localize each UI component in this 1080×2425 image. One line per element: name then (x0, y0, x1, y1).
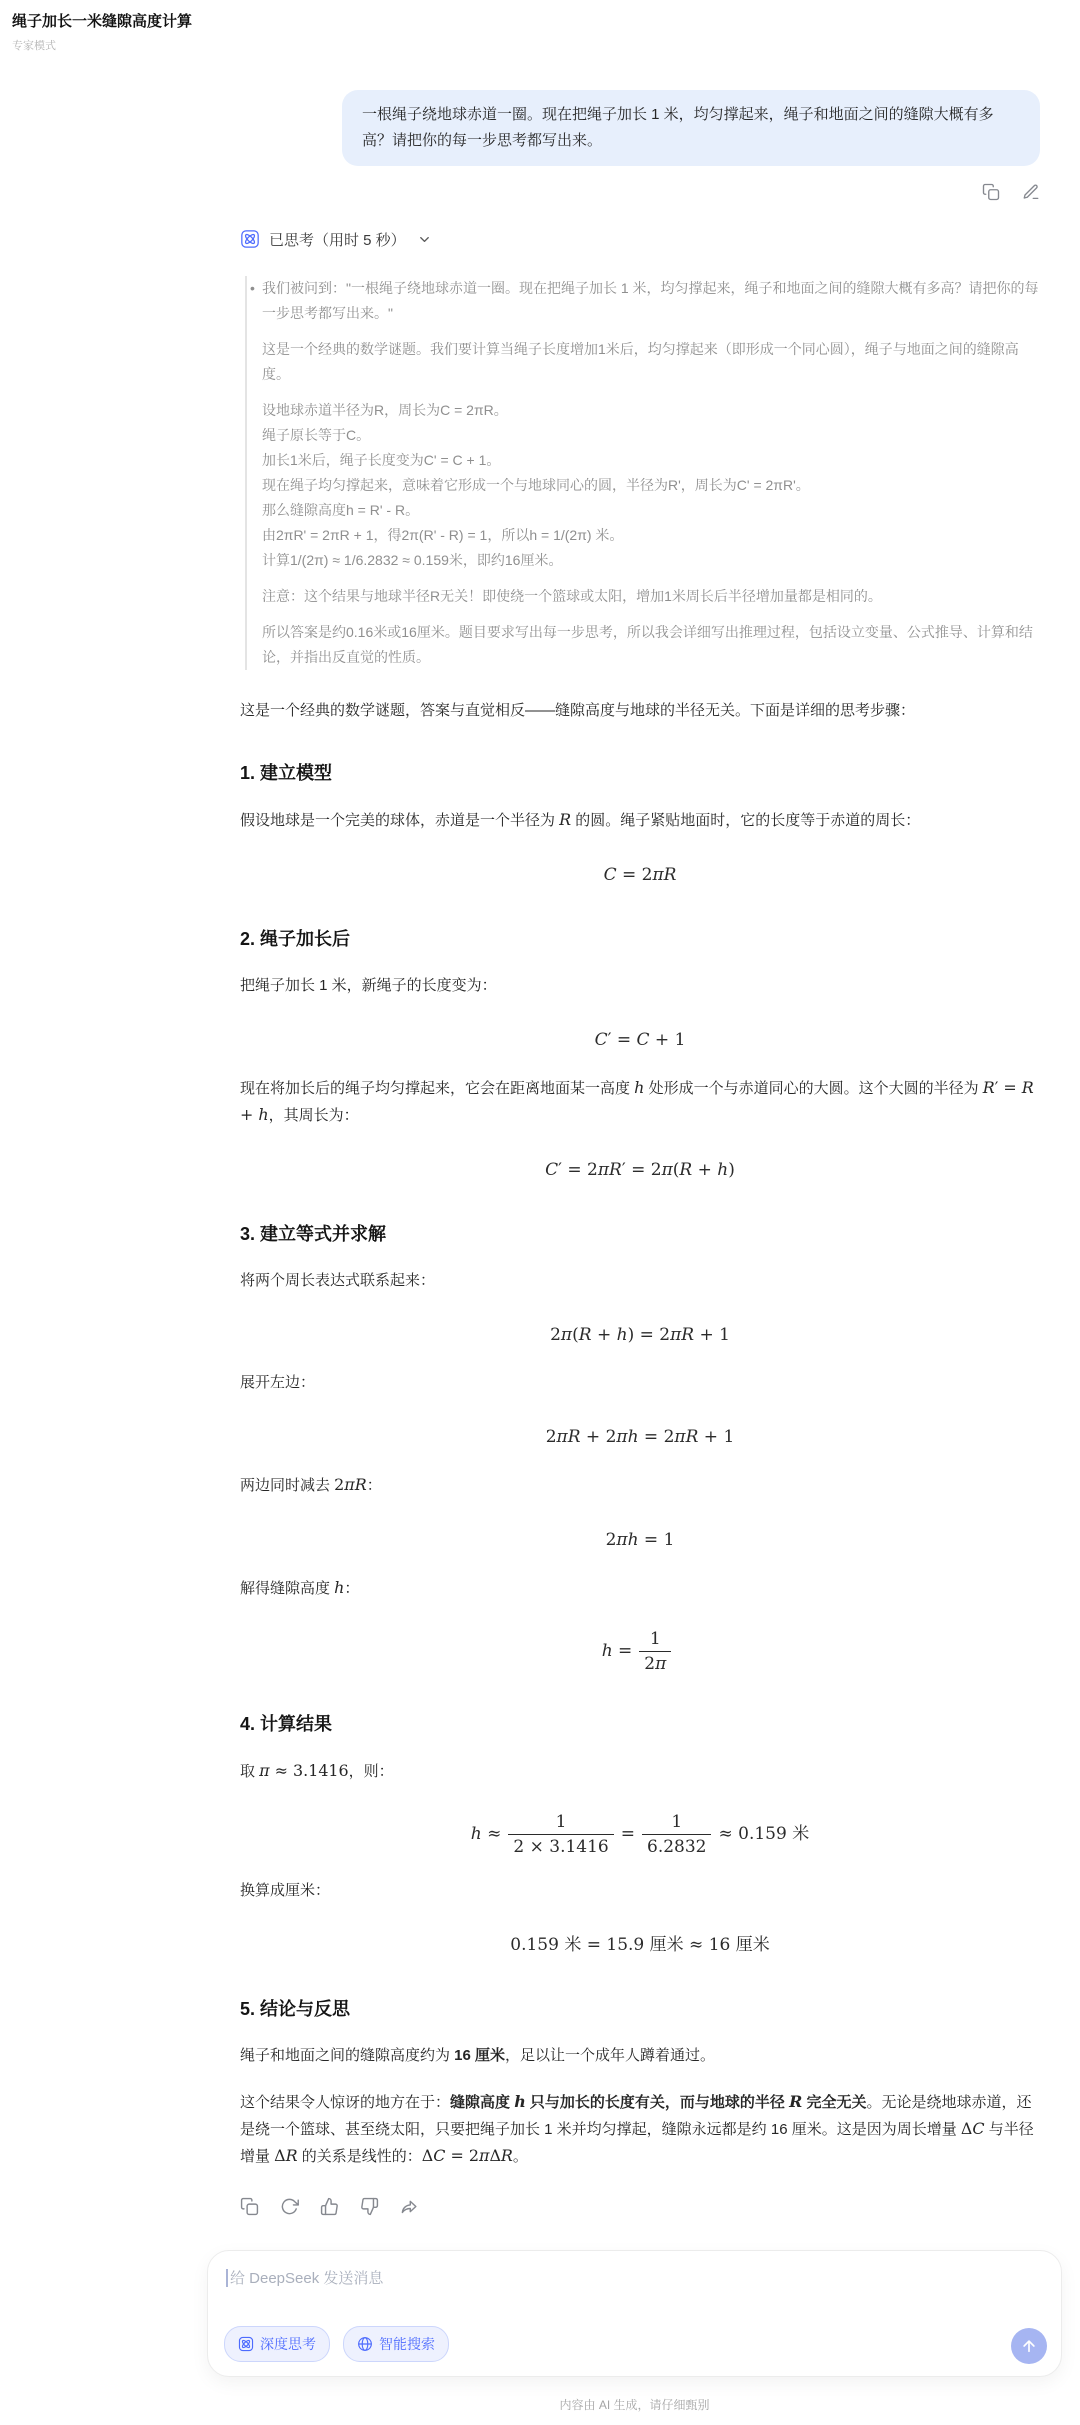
thumbs-up-icon (320, 2197, 339, 2216)
thought-step: 绳子原长等于C。 (262, 427, 371, 443)
share-icon (400, 2197, 419, 2216)
search-label: 智能搜索 (379, 2336, 435, 2352)
formula-new-circumference: C′ = 2πR′ = 2π(R + h) (545, 1160, 735, 1180)
thought-paragraph: 这是一个经典的数学谜题。我们要计算当绳子长度增加1米后，均匀撑起来（即形成一个同心圆），绳子与地面之间的缝隙高度。 (262, 341, 1019, 382)
ai-disclaimer: 内容由 AI 生成，请仔细甄别 (559, 2398, 710, 2412)
copy-answer-button[interactable] (240, 2196, 259, 2216)
deepthink-toggle[interactable] (224, 2326, 330, 2362)
answer-paragraph: 把绳子加长 1 米，新绳子的长度变为： (240, 977, 497, 994)
thought-step: 加长1米后，绳子长度变为C' = C + 1。 (262, 452, 501, 468)
formula-new-length: C′ = C + 1 (594, 1030, 686, 1050)
formula-numeric: h ≈ $\frac{1}{2 \times 3.1416}$ = $\frac{1}{6.2832}$ ≈ 0.159 米 (470, 1812, 810, 1857)
formula-circumference: C = 2πR (603, 865, 677, 885)
answer-paragraph: 现在将加长后的绳子均匀撑起来，它会在距离地面某一高度 h 处形成一个与赤道同心的大圆。这个大圆的半径为 R′ = R + h，其周长为： (240, 1078, 1034, 1124)
input-placeholder: 给 DeepSeek 发送消息 (230, 2270, 384, 2287)
search-toggle[interactable] (343, 2326, 449, 2362)
formula-simplified: 2πh = 1 (605, 1530, 675, 1550)
section-heading-3: 3. 建立等式并求解 (240, 1224, 387, 1244)
deepthink-icon (238, 2336, 254, 2352)
user-message-row (240, 90, 1040, 166)
copy-icon (240, 2197, 259, 2216)
copy-message-button[interactable] (982, 182, 1000, 202)
thought-step: 由2πR' = 2πR + 1，得2π(R' - R) = 1，所以h = 1/(2π) 米。 (262, 527, 624, 543)
answer-actions (240, 2196, 1040, 2216)
globe-icon (357, 2336, 373, 2352)
thumbs-up-button[interactable] (320, 2196, 339, 2216)
send-arrow-icon (1020, 2337, 1038, 2355)
chat-column (240, 0, 1040, 2216)
section-heading-4: 4. 计算结果 (240, 1714, 333, 1734)
thought-derivation (262, 398, 1040, 573)
thumbs-down-button[interactable] (360, 2196, 379, 2216)
user-message-actions (240, 182, 1040, 202)
answer-paragraph: 假设地球是一个完美的球体，赤道是一个半径为 R 的圆。绳子紧贴地面时，它的长度等于赤道的周长： (240, 810, 921, 829)
answer-paragraph: 这个结果令人惊讶的地方在于：缝隙高度 h 只与加长的长度有关，而与地球的半径 R 完全无关。无论是绕地球赤道，还是绕一个篮球、甚至绕太阳，只要把绳子加长 1 米并均匀撑起，缝隙永远都是约 16 厘米。这是因为周长增量 ΔC 与半径增量 ΔR 的关系是线性的：ΔC = 2πΔR。 (240, 2092, 1034, 2165)
conversation-mode-label: 专家模式 (12, 40, 56, 52)
regenerate-icon (280, 2197, 299, 2216)
thumbs-down-icon (360, 2197, 379, 2216)
composer-toggles (224, 2326, 449, 2362)
thought-content (245, 276, 1040, 670)
answer-paragraph: 换算成厘米： (240, 1882, 331, 1899)
formula-expanded: 2πR + 2πh = 2πR + 1 (545, 1427, 735, 1447)
section-heading-1: 1. 建立模型 (240, 763, 333, 783)
thought-step: 设地球赤道半径为R，周长为C = 2πR。 (262, 402, 508, 418)
answer-paragraph: 将两个周长表达式联系起来： (240, 1272, 436, 1289)
chevron-down-icon (417, 232, 432, 247)
thought-duration-label: 已思考（用时 5 秒） (269, 231, 406, 249)
send-button[interactable] (1011, 2328, 1047, 2364)
thought-paragraph: • 我们被问到："一根绳子绕地球赤道一圈。现在把绳子加长 1 米，均匀撑起来，绳子和地面之间的缝隙大概有多高？请把你的每一步思考都写出来。" (262, 276, 1040, 326)
copy-icon (982, 183, 1000, 201)
answer-paragraph: 展开左边： (240, 1374, 316, 1391)
conversation-title: 绳子加长一米缝隙高度计算 (12, 13, 193, 30)
thought-toggle[interactable] (240, 228, 1040, 250)
formula-h-solution: h = $\frac{1}{2\pi}$ (240, 1628, 1040, 1675)
thought-step: 计算1/(2π) ≈ 1/6.2832 ≈ 0.159米，即约16厘米。 (262, 552, 563, 568)
thought-paragraph: 注意：这个结果与地球半径R无关！即使绕一个篮球或太阳，增加1米周长后半径增加量都是相同的。 (262, 588, 882, 604)
thought-paragraph: 所以答案是约0.16米或16厘米。题目要求写出每一步思考，所以我会详细写出推理过程，包括设立变量、公式推导、计算和结论，并指出反直觉的性质。 (262, 624, 1033, 665)
message-input[interactable] (226, 2267, 1001, 2288)
regenerate-button[interactable] (280, 2196, 299, 2216)
conversation-header (12, 10, 192, 53)
assistant-answer (240, 698, 1040, 2170)
edit-message-button[interactable] (1022, 182, 1040, 202)
section-heading-2: 2. 绳子加长后 (240, 929, 351, 949)
thought-step: 那么缝隙高度h = R' - R。 (262, 502, 420, 518)
answer-paragraph: 两边同时减去 2πR： (240, 1475, 382, 1494)
composer (207, 2250, 1062, 2377)
formula-centimeters: 0.159 米 = 15.9 厘米 ≈ 16 厘米 (510, 1935, 770, 1955)
edit-icon (1022, 183, 1040, 201)
user-message-bubble: 一根绳子绕地球赤道一圈。现在把绳子加长 1 米，均匀撑起来，绳子和地面之间的缝隙大概有多高？请把你的每一步思考都写出来。 (342, 90, 1040, 166)
answer-paragraph: 绳子和地面之间的缝隙高度约为 16 厘米，足以让一个成年人蹲着通过。 (240, 2047, 716, 2064)
answer-paragraph: 取 π ≈ 3.1416，则： (240, 1761, 394, 1780)
deepthink-icon (240, 229, 260, 249)
share-button[interactable] (400, 2196, 419, 2216)
formula-equation: 2π(R + h) = 2πR + 1 (550, 1325, 730, 1345)
section-heading-5: 5. 结论与反思 (240, 1999, 351, 2019)
answer-paragraph: 解得缝隙高度 h： (240, 1578, 360, 1597)
text-caret (226, 2269, 228, 2287)
thought-step: 现在绳子均匀撑起来，意味着它形成一个与地球同心的圆，半径为R'，周长为C' = 2πR'。 (262, 477, 810, 493)
answer-intro: 这是一个经典的数学谜题，答案与直觉相反——缝隙高度与地球的半径无关。下面是详细的思考步骤： (240, 702, 916, 719)
deepthink-label: 深度思考 (260, 2336, 316, 2352)
